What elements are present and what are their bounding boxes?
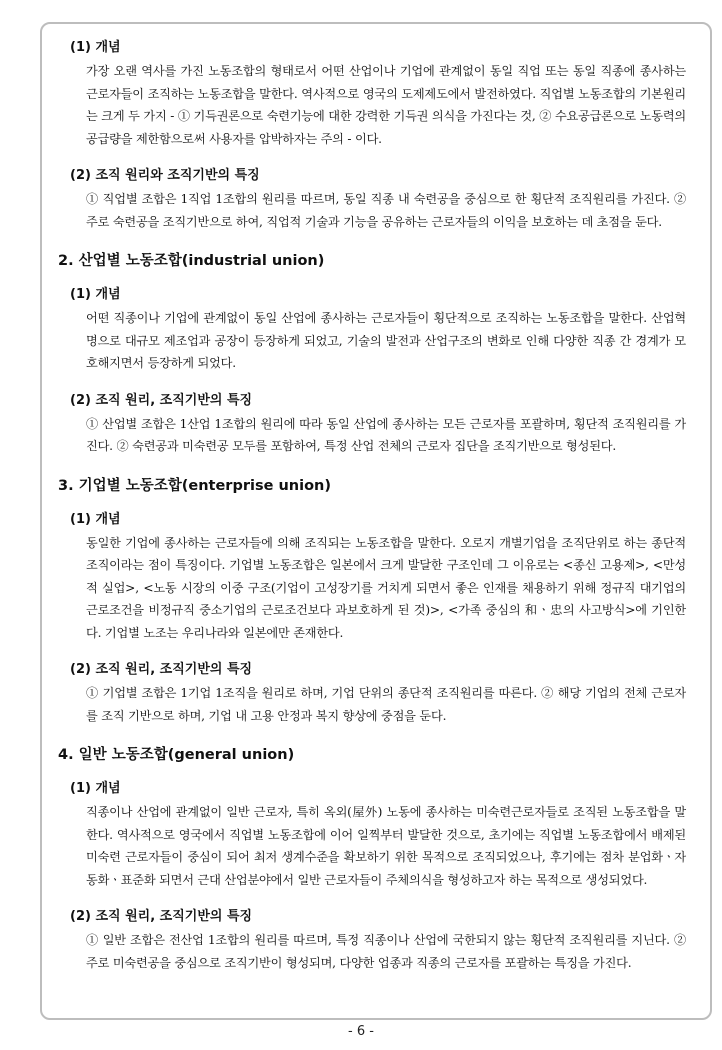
paragraph: 동일한 기업에 종사하는 근로자들에 의해 조직되는 노동조합을 말한다. 오로지 개별기업을 조직단위로 하는 종단적 조직이라는 점이 특징이다. 기업별 노동조합은 일본에서 크게 발달한 구조인데 그 이유로는 <종신 고용제>, <만성적 실업>, <노동 시장의 이중 구조(기업이 고성장기를 거치게 되면서 좋은 인재를 채용하기 위해 정규직 대기업의 근로조건을 비정규직 중소기업의 근로조건보다 과보호하게 된 것)>, <가족 중심의 和ㆍ忠의 사고방식>에 기인한다. 기업별 노조는 우리나라와 일본에만 존재한다. — [86, 535, 686, 640]
subheading: (2) 조직 원리, 조직기반의 특징 — [70, 392, 253, 408]
paragraph: ① 기업별 조합은 1기업 1조직을 원리로 하며, 기업 단위의 종단적 조직원리를 따른다. ② 해당 기업의 전체 근로자를 조직 기반으로 하며, 기업 내 고용 안정과 복지 향상에 중점을 둔다. — [86, 686, 686, 723]
subheading: (1) 개념 — [70, 781, 121, 796]
paragraph: ① 일반 조합은 전산업 1조합의 원리를 따르며, 특정 직종이나 산업에 국한되지 않는 횡단적 조직원리를 지닌다. ② 주로 미숙련공을 중심으로 조직기반이 형성되며, 다양한 업종과 직종의 근로자를 포괄하는 특징을 가진다. — [86, 933, 686, 970]
section-title: 4. 일반 노동조합(general union) — [58, 747, 295, 763]
paragraph: ① 직업별 조합은 1직업 1조합의 원리를 따르며, 동일 직종 내 숙련공을 중심으로 한 횡단적 조직원리를 가진다. ② 주로 숙련공을 조직기반으로 하여, 직업적 기술과 기능을 공유하는 근로자들의 이익을 보호하는 데 초점을 둔다. — [86, 192, 686, 229]
subheading: (2) 조직 원리와 조직기반의 특징 — [70, 168, 260, 183]
subheading: (1) 개념 — [70, 287, 121, 302]
document-body — [58, 38, 686, 974]
subheading: (2) 조직 원리, 조직기반의 특징 — [70, 662, 253, 677]
page-number: - 6 - — [348, 1024, 374, 1039]
subheading: (1) 개념 — [70, 40, 121, 55]
paragraph: 어떤 직종이나 기업에 관계없이 동일 산업에 종사하는 근로자들이 횡단적으로 조직하는 노동조합을 말한다. 산업혁명으로 대규모 제조업과 공장이 등장하게 되었고, 기술의 발전과 산업구조의 변화로 인해 다양한 직종 간 경계가 모호해지면서 등장하게 되었다. — [86, 311, 686, 370]
paragraph: ① 산업별 조합은 1산업 1조합의 원리에 따라 동일 산업에 종사하는 모든 근로자를 포괄하며, 횡단적 조직원리를 가진다. ② 숙련공과 미숙련공 모두를 포함하여, 특정 산업 전체의 근로자 집단을 조직기반으로 형성된다. — [86, 416, 686, 453]
subheading: (1) 개념 — [70, 511, 121, 527]
section-title: 3. 기업별 노동조합(enterprise union) — [58, 477, 331, 494]
paragraph: 직종이나 산업에 관계없이 일반 근로자, 특히 옥외(屋外) 노동에 종사하는 미숙련근로자들로 조직된 노동조합을 말한다. 역사적으로 영국에서 직업별 노동조합에 이어 일찍부터 발달한 것으로, 초기에는 직업별 노동조합에서 배제된 미숙련 근로자들이 중심이 되어 최저 생계수준을 확보하기 위한 목적으로 조직되었으나, 후기에는 점차 분업화ㆍ자동화ㆍ표준화 되면서 근대 산업분야에서 일반 근로자들이 주체의식을 형성하고자 하는 목적으로 생성되었다. — [86, 805, 686, 887]
paragraph: 가장 오랜 역사를 가진 노동조합의 형태로서 어떤 산업이나 기업에 관계없이 동일 직업 또는 동일 직종에 종사하는 근로자들이 조직하는 노동조합을 말한다. 역사적으로 영국의 도제제도에서 발전하였다. 직업별 노동조합의 기본원리는 크게 두 가지 - ① 기득권론으로 숙련기능에 대한 강력한 기득권 의식을 가진다는 것, ② 수요공급론으로 노동력의 공급량을 제한함으로써 사용자를 압박하자는 주의 - 이다. — [86, 64, 686, 146]
section-title: 2. 산업별 노동조합(industrial union) — [58, 253, 325, 269]
subheading: (2) 조직 원리, 조직기반의 특징 — [70, 909, 253, 924]
